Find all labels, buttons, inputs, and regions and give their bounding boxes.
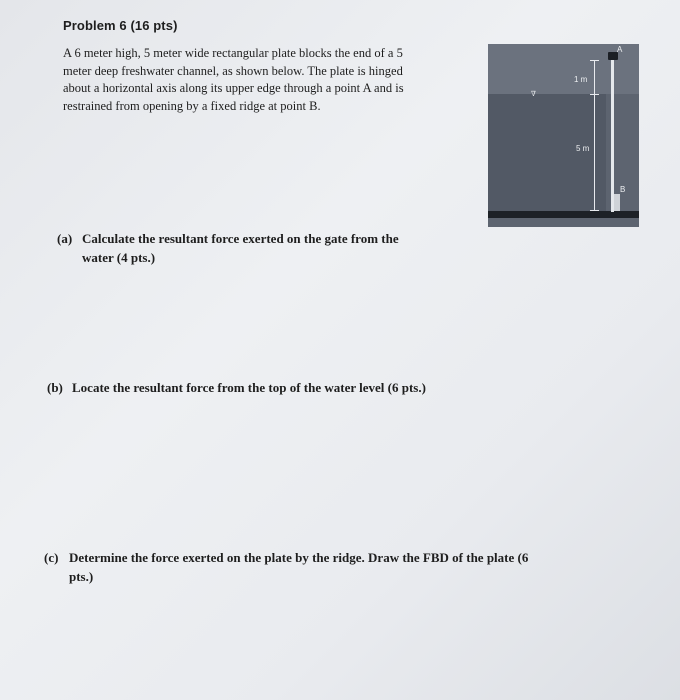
dimension-tick xyxy=(590,60,599,61)
question-b xyxy=(47,378,507,397)
label-b: B xyxy=(620,185,626,194)
question-a-text-cont: water (4 pts.) xyxy=(82,250,156,265)
question-c-text-cont: pts.) xyxy=(69,569,94,584)
label-1m: 1 m xyxy=(574,75,588,84)
problem-text-line: restrained from opening by a fixed ridge at point B. xyxy=(63,98,321,113)
dimension-line-5m xyxy=(594,94,595,211)
channel-floor xyxy=(488,211,639,218)
problem-statement xyxy=(63,45,483,115)
question-c-text: Determine the force exerted on the plate by the ridge. Draw the FBD of the plate (6 xyxy=(69,550,529,565)
label-a: A xyxy=(617,45,623,54)
water-level-icon: ∇ xyxy=(531,90,536,98)
dimension-line-1m xyxy=(594,60,595,94)
problem-text-line: about a horizontal axis along its upper edge through a point A and is xyxy=(63,81,404,95)
label-5m: 5 m xyxy=(576,144,590,153)
dimension-tick xyxy=(590,210,599,211)
question-a-label: (a) xyxy=(57,231,73,246)
gate-plate xyxy=(611,57,614,212)
question-c-label: (c) xyxy=(44,550,59,565)
question-b-label: (b) xyxy=(47,380,63,395)
fixed-ridge xyxy=(614,194,620,211)
problem-text-line: meter deep freshwater channel, as shown below. The plate is hinged xyxy=(63,63,403,78)
question-a-text: Calculate the resultant force exerted on the gate from the xyxy=(82,231,399,246)
problem-text-line: A 6 meter high, 5 meter wide rectangular plate blocks the end of a 5 xyxy=(63,46,403,60)
question-a xyxy=(57,229,477,267)
question-b-text: Locate the resultant force from the top of the water level (6 pts.) xyxy=(72,380,426,395)
problem-title: Problem 6 (16 pts) xyxy=(63,18,178,33)
gate-diagram xyxy=(488,44,639,227)
question-c xyxy=(44,548,664,586)
